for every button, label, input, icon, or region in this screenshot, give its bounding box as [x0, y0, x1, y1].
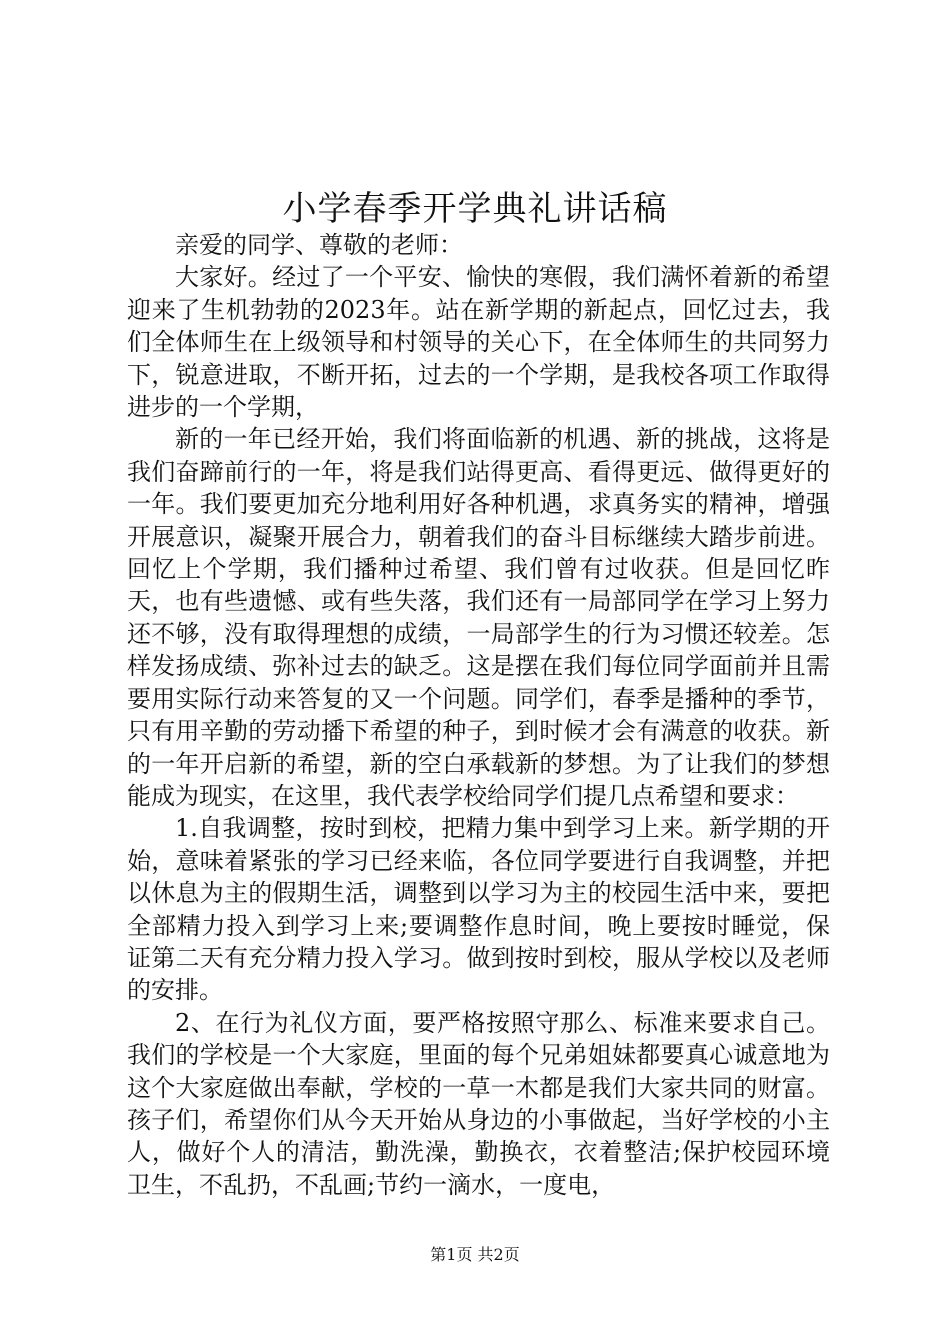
- paragraph-2: 新的一年已经开始，我们将面临新的机遇、新的挑战，这将是我们奋蹄前行的一年，将是我们站得更高、看得更远、做得更好的一年。我们要更加充分地利用好各种机遇，求真务实的精神，增强开展意识，凝聚开展合力，朝着我们的奋斗目标继续大踏步前进。回忆上个学期，我们播种过希望、我们曾有过收获。但是回忆昨天，也有些遗憾、或有些失落，我们还有一局部同学在学习上努力还不够，没有取得理想的成绩，一局部学生的行为习惯还较差。怎样发扬成绩、弥补过去的缺乏。这是摆在我们每位同学面前并且需要用实际行动来答复的又一个问题。同学们，春季是播种的季节，只有用辛勤的劳动播下希望的种子，到时候才会有满意的收获。新的一年开启新的希望，新的空白承载新的梦想。为了让我们的梦想能成为现实，在这里，我代表学校给同学们提几点希望和要求：: [127, 425, 830, 810]
- page-number-footer: 第1页 共2页: [430, 1245, 520, 1264]
- paragraph-4: 2、在行为礼仪方面，要严格按照守那么、标准来要求自己。我们的学校是一个大家庭，里面的每个兄弟姐妹都要真心诚意地为这个大家庭做出奉献，学校的一草一木都是我们大家共同的财富。孩子们，希望你们从今天开始从身边的小事做起，当好学校的小主人，做好个人的清洁，勤洗澡，勤换衣，衣着整洁;保护校园环境卫生，不乱扔，不乱画;节约一滴水，一度电，: [127, 1008, 830, 1199]
- document-body: [127, 229, 830, 1201]
- paragraph-3: 1.自我调整，按时到校，把精力集中到学习上来。新学期的开始，意味着紧张的学习已经来临，各位同学要进行自我调整，并把以休息为主的假期生活，调整到以学习为主的校园生活中来，要把全部精力投入到学习上来;要调整作息时间，晚上要按时睡觉，保证第二天有充分精力投入学习。做到按时到校，服从学校以及老师的安排。: [127, 814, 830, 1005]
- greeting-paragraph: 亲爱的同学、尊敬的老师：: [175, 231, 463, 259]
- document-title: 小学春季开学典礼讲话稿: [282, 189, 668, 229]
- paragraph-1: 大家好。经过了一个平安、愉快的寒假，我们满怀着新的希望迎来了生机勃勃的2023年。站在新学期的新起点，回忆过去，我们全体师生在上级领导和村领导的关心下，在全体师生的共同努力下，锐意进取，不断开拓，过去的一个学期，是我校各项工作取得进步的一个学期，: [127, 263, 830, 422]
